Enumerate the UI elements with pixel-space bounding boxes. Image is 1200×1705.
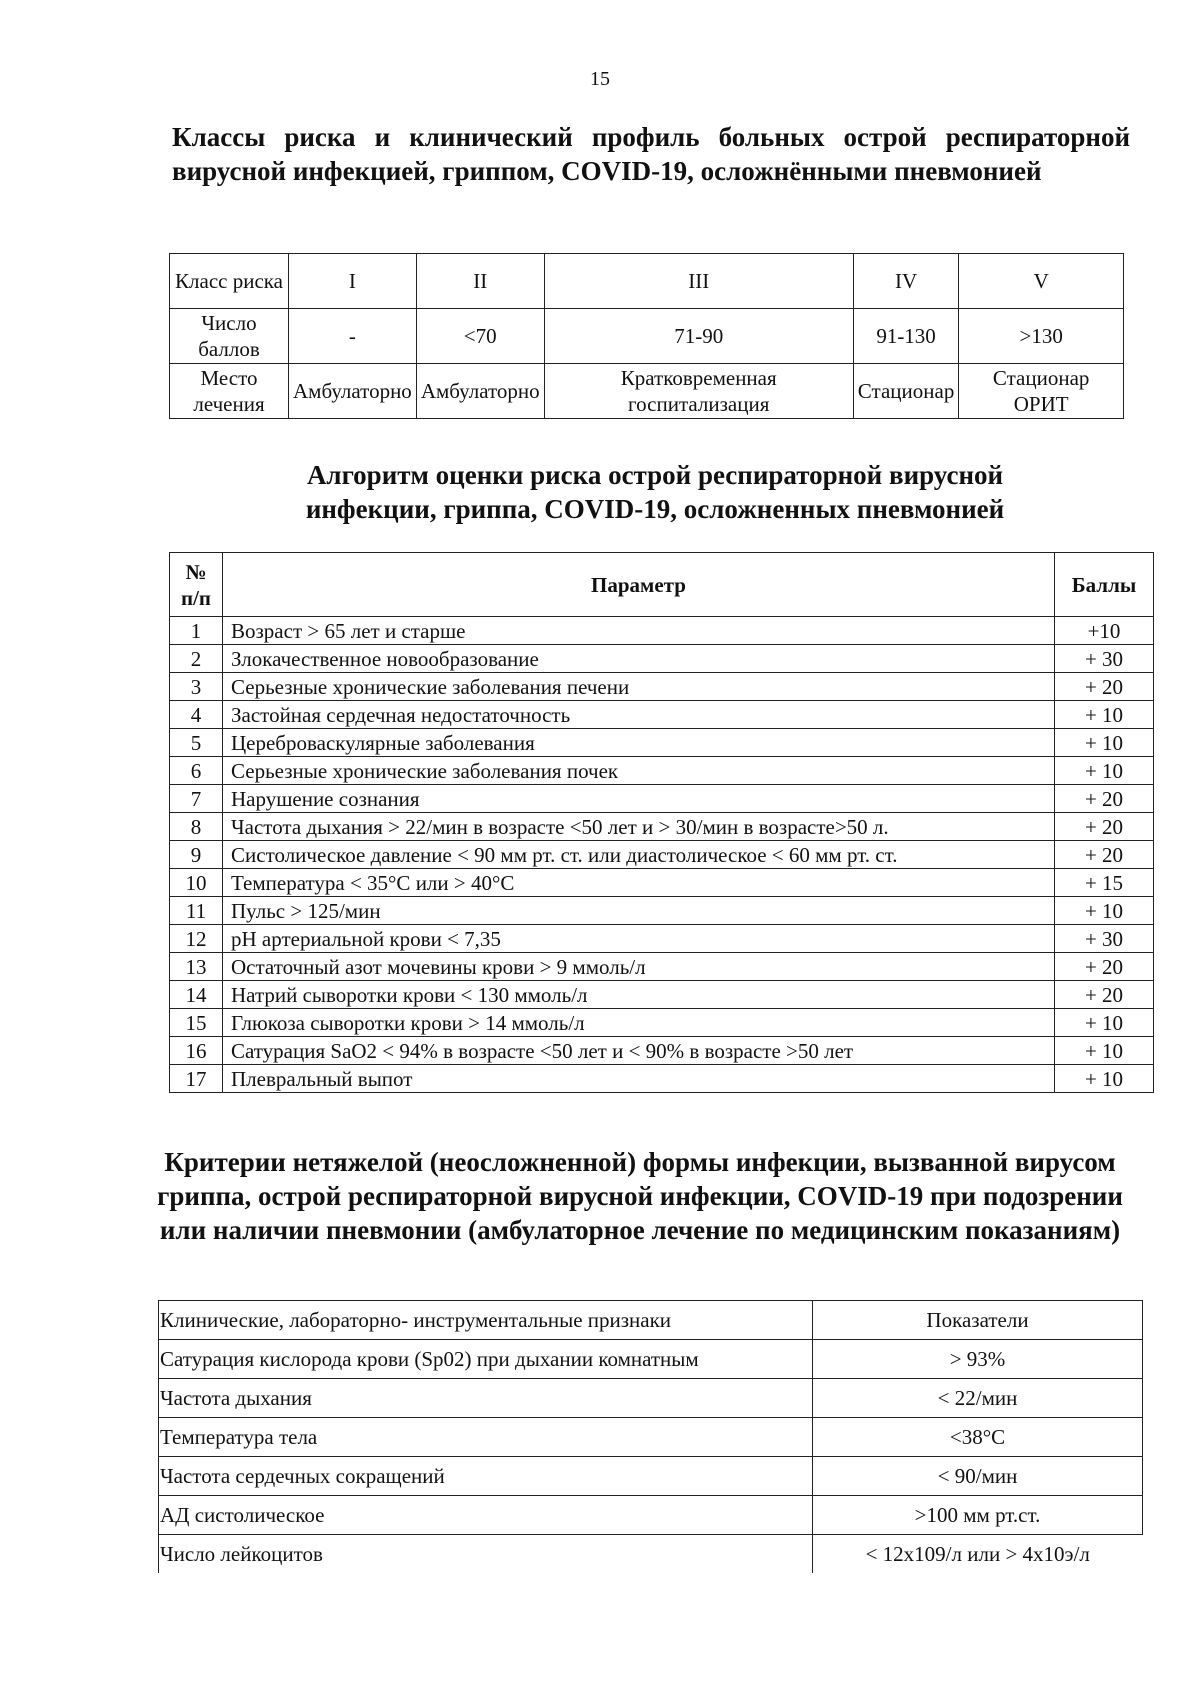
table-row: [159, 1535, 1143, 1574]
row-number: 9: [170, 841, 223, 869]
table-row: [170, 841, 1154, 869]
row-points: + 20: [1055, 841, 1154, 869]
row-label: Класс риска: [170, 254, 289, 309]
risk-classes-title: Классы риска и клинический профиль больных острой респираторной вирусной инфекцией, гриппом, COVID-19, осложнёнными пневмонией: [172, 122, 1130, 186]
row-parameter: Натрий сыворотки крови < 130 ммоль/л: [223, 981, 1055, 1009]
row-parameter: Злокачественное новообразование: [223, 645, 1055, 673]
table-row: [170, 785, 1154, 813]
row-value: < 12х109/л или > 4х10э/л: [813, 1535, 1143, 1574]
row-points: + 10: [1055, 1065, 1154, 1093]
header-points: Баллы: [1055, 553, 1154, 617]
table-row: [159, 1496, 1143, 1535]
row-parameter: Пульс > 125/мин: [223, 897, 1055, 925]
criteria-title: Критерии нетяжелой (неосложненной) формы инфекции, вызванной вирусом гриппа, острой респираторной вирусной инфекции, COVID-19 при подозрении или наличии пневмонии (амбулаторное лечение по медицинским показаниям): [157, 1147, 1123, 1245]
risk-classes-table: [169, 253, 1124, 419]
row-number: 11: [170, 897, 223, 925]
page-number: 15: [590, 68, 610, 90]
row-points: + 15: [1055, 869, 1154, 897]
row-points: + 20: [1055, 813, 1154, 841]
row-points: + 20: [1055, 673, 1154, 701]
row-label: Число баллов: [170, 309, 289, 364]
row-points: + 10: [1055, 1009, 1154, 1037]
table-row: [170, 309, 1124, 364]
table-row: [170, 1037, 1154, 1065]
row-parameter: Серьезные хронические заболевания почек: [223, 757, 1055, 785]
row-points: + 20: [1055, 785, 1154, 813]
row-parameter: Возраст > 65 лет и старше: [223, 617, 1055, 645]
table-row: [159, 1340, 1143, 1379]
table-row: [170, 925, 1154, 953]
table-row: [170, 1009, 1154, 1037]
table-cell: Стационар: [853, 364, 959, 419]
row-number: 7: [170, 785, 223, 813]
row-number: 5: [170, 729, 223, 757]
row-parameter: Температура < 35°С или > 40°С: [223, 869, 1055, 897]
row-number: 10: [170, 869, 223, 897]
row-number: 15: [170, 1009, 223, 1037]
criteria-table: [158, 1300, 1143, 1573]
table-cell: -: [289, 309, 417, 364]
table-row: [170, 813, 1154, 841]
table-header-row: [170, 553, 1154, 617]
header-sign: Клинические, лабораторно- инструментальные признаки: [159, 1301, 813, 1340]
table-cell: 71-90: [544, 309, 853, 364]
table-row: [170, 364, 1124, 419]
table-row: [159, 1418, 1143, 1457]
table-row: [170, 701, 1154, 729]
row-parameter: Сатурация SaO2 < 94% в возрасте <50 лет и < 90% в возрасте >50 лет: [223, 1037, 1055, 1065]
risk-algorithm-table: [169, 552, 1154, 1093]
table-row: [159, 1457, 1143, 1496]
row-points: + 30: [1055, 925, 1154, 953]
row-points: +10: [1055, 617, 1154, 645]
table-row: [170, 981, 1154, 1009]
row-points: + 10: [1055, 757, 1154, 785]
row-parameter: Застойная сердечная недостаточность: [223, 701, 1055, 729]
row-parameter: Остаточный азот мочевины крови > 9 ммоль/л: [223, 953, 1055, 981]
row-parameter: Серьезные хронические заболевания печени: [223, 673, 1055, 701]
row-number: 6: [170, 757, 223, 785]
table-row: [170, 673, 1154, 701]
table-cell: V: [959, 254, 1124, 309]
header-param: Параметр: [223, 553, 1055, 617]
row-sign: Сатурация кислорода крови (Sp02) при дыхании комнатным: [159, 1340, 813, 1379]
row-number: 1: [170, 617, 223, 645]
table-cell: >130: [959, 309, 1124, 364]
row-sign: Частота сердечных сокращений: [159, 1457, 813, 1496]
table-cell: Амбулаторно: [416, 364, 544, 419]
row-points: + 20: [1055, 953, 1154, 981]
row-sign: АД систолическое: [159, 1496, 813, 1535]
header-num: № п/п: [170, 553, 223, 617]
risk-algorithm-title: Алгоритм оценки риска острой респираторной вирусной инфекции, гриппа, COVID-19, осложненных пневмонией: [305, 460, 1005, 524]
table-row: [170, 897, 1154, 925]
table-row: [159, 1379, 1143, 1418]
criteria-body: [159, 1340, 1143, 1574]
row-parameter: Систолическое давление < 90 мм рт. ст. или диастолическое < 60 мм рт. ст.: [223, 841, 1055, 869]
row-label: Место лечения: [170, 364, 289, 419]
row-points: + 10: [1055, 729, 1154, 757]
row-sign: Частота дыхания: [159, 1379, 813, 1418]
table-row: [170, 254, 1124, 309]
row-sign: Температура тела: [159, 1418, 813, 1457]
row-number: 14: [170, 981, 223, 1009]
row-value: >100 мм рт.ст.: [813, 1496, 1143, 1535]
row-points: + 10: [1055, 1037, 1154, 1065]
table-cell: Стационар ОРИТ: [959, 364, 1124, 419]
table-row: [170, 617, 1154, 645]
row-parameter: Плевральный выпот: [223, 1065, 1055, 1093]
risk-algorithm-body: [170, 617, 1154, 1093]
table-cell: Кратковременная госпитализация: [544, 364, 853, 419]
row-value: > 93%: [813, 1340, 1143, 1379]
table-cell: IV: [853, 254, 959, 309]
row-points: + 30: [1055, 645, 1154, 673]
row-number: 13: [170, 953, 223, 981]
row-number: 16: [170, 1037, 223, 1065]
row-parameter: Нарушение сознания: [223, 785, 1055, 813]
table-cell: <70: [416, 309, 544, 364]
table-cell: I: [289, 254, 417, 309]
row-points: + 20: [1055, 981, 1154, 1009]
row-number: 2: [170, 645, 223, 673]
row-points: + 10: [1055, 701, 1154, 729]
table-cell: 91-130: [853, 309, 959, 364]
row-parameter: Цереброваскулярные заболевания: [223, 729, 1055, 757]
row-value: < 90/мин: [813, 1457, 1143, 1496]
row-points: + 10: [1055, 897, 1154, 925]
table-cell: III: [544, 254, 853, 309]
row-number: 3: [170, 673, 223, 701]
row-value: <38°С: [813, 1418, 1143, 1457]
row-sign: Число лейкоцитов: [159, 1535, 813, 1574]
table-row: [170, 953, 1154, 981]
table-row: [170, 645, 1154, 673]
table-row: [170, 729, 1154, 757]
row-value: < 22/мин: [813, 1379, 1143, 1418]
row-number: 12: [170, 925, 223, 953]
row-parameter: pH артериальной крови < 7,35: [223, 925, 1055, 953]
table-row: [170, 869, 1154, 897]
table-header-row: [159, 1301, 1143, 1340]
row-number: 17: [170, 1065, 223, 1093]
table-cell: II: [416, 254, 544, 309]
table-row: [170, 757, 1154, 785]
table-row: [170, 1065, 1154, 1093]
row-parameter: Глюкоза сыворотки крови > 14 ммоль/л: [223, 1009, 1055, 1037]
row-number: 4: [170, 701, 223, 729]
header-value: Показатели: [813, 1301, 1143, 1340]
table-cell: Амбулаторно: [289, 364, 417, 419]
row-number: 8: [170, 813, 223, 841]
row-parameter: Частота дыхания > 22/мин в возрасте <50 лет и > 30/мин в возрасте>50 л.: [223, 813, 1055, 841]
